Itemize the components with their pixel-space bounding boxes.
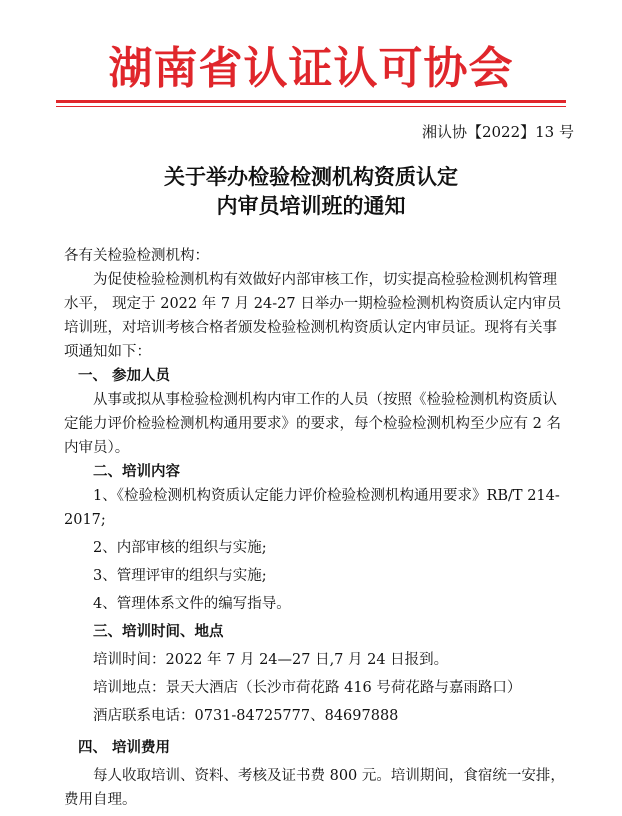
section-1-text: 从事或拟从事检验检测机构内审工作的人员（按照《检验检测机构资质认定能力评价检验检测机构通用要求》的要求，每个检验检测机构至少应有 2 名内审员）。: [64, 392, 561, 456]
training-place: 培训地点：景天大酒店（长沙市荷花路 416 号荷花路与嘉雨路口）: [93, 680, 522, 696]
hotel-phone: 酒店联系电话：0731-84725777、84697888: [93, 708, 399, 724]
section-4-text: 每人收取培训、资料、考核及证书费 800 元。培训期间，食宿统一安排，费用自理。: [64, 768, 565, 808]
notice-body: [64, 244, 570, 812]
section-2-item-1: 1、《检验检测机构资质认定能力评价检验检测机构通用要求》RB/T 214-2017;: [64, 488, 560, 528]
training-time: 培训时间：2022 年 7 月 24—27 日,7 月 24 日报到。: [93, 652, 449, 668]
header-rule-thick: [56, 100, 566, 103]
section-2-heading: 二、培训内容: [93, 463, 180, 480]
notice-title: [0, 162, 622, 220]
section-4-heading: 四、 培训费用: [78, 739, 171, 756]
section-2-item-2: 2、内部审核的组织与实施;: [93, 540, 267, 556]
document-number: 湘认协【2022】13 号: [421, 123, 574, 141]
section-3-heading: 三、培训时间、地点: [93, 623, 224, 640]
notice-title-line-1: 关于举办检验检测机构资质认定: [164, 164, 458, 189]
section-2-item-4: 4、管理体系文件的编写指导。: [93, 596, 291, 612]
section-2-item-3: 3、管理评审的组织与实施;: [93, 568, 267, 584]
notice-title-line-2: 内审员培训班的通知: [216, 193, 406, 218]
header-rule-thin: [56, 106, 566, 107]
org-name: 湖南省认证认可协会: [108, 43, 514, 94]
intro-paragraph: 为促使检验检测机构有效做好内部审核工作，切实提高检验检测机构管理水平， 现定于 2022 年 7 月 24-27 日举办一期检验检测机构资质认定内审员培训班，对培训考核合格者颁发检验检测机构资质认定内审员证。现将有关事项通知如下：: [64, 272, 562, 360]
section-1-heading: 一、 参加人员: [78, 367, 171, 384]
salutation: 各有关检验检测机构：: [64, 248, 209, 264]
